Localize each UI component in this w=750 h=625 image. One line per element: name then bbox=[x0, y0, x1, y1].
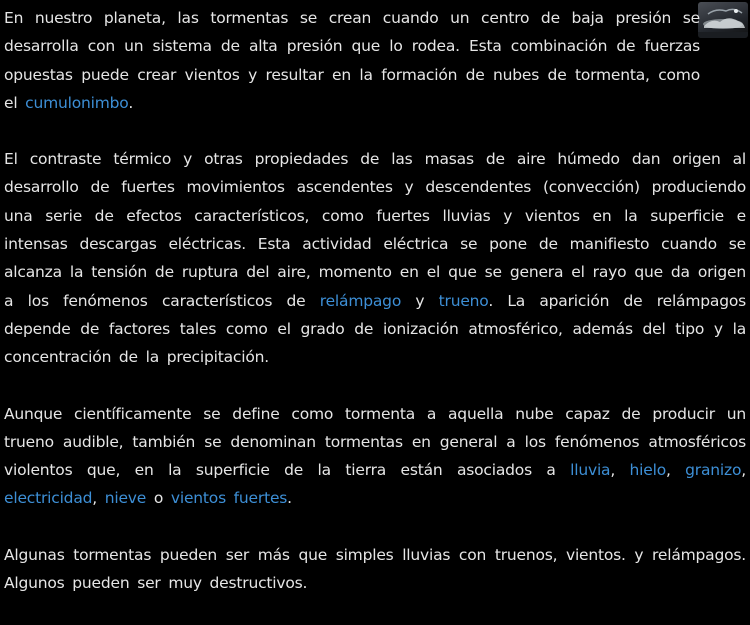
link-trueno[interactable]: trueno bbox=[438, 291, 489, 310]
paragraph-text: y bbox=[401, 291, 439, 310]
link-hielo[interactable]: hielo bbox=[629, 461, 666, 480]
paragraph-text: , bbox=[92, 489, 105, 508]
paragraph-text: . bbox=[128, 93, 134, 112]
link-lluvia[interactable]: lluvia bbox=[570, 461, 611, 480]
link-relámpago[interactable]: relámpago bbox=[319, 291, 402, 310]
paragraph-text: , bbox=[610, 461, 630, 480]
paragraph-2 bbox=[4, 145, 746, 371]
paragraph-text: El contraste térmico y otras propiedades de las masas de aire húmedo dan origen al desarrollo de fuertes movimientos ascendentes y descendentes (convección) produciendo una serie de efectos característicos, como fuertes lluvias y vientos en la superficie e intensas descargas eléctricas. Esta actividad eléctrica se pone de manifiesto cuando se alcanza la tensión de ruptura del aire, momento en el que se genera el rayo que da origen a los fenómenos característicos de bbox=[4, 150, 746, 310]
paragraph-text: Algunas tormentas pueden ser más que simples lluvias con truenos, vientos. y relámpagos. Algunos pueden ser muy destructivos. bbox=[4, 545, 746, 593]
paragraph-text: Aunque científicamente se define como tormenta a aquella nube capaz de producir un trueno audible, también se denominan tormentas en general a los fenómenos atmosféricos violentos que, en la superficie de la tierra están asociados a bbox=[4, 404, 746, 480]
paragraph-3 bbox=[4, 400, 746, 513]
article-body bbox=[4, 4, 746, 625]
link-cumulonimbo[interactable]: cumulonimbo bbox=[25, 93, 129, 112]
link-vientos-fuertes[interactable]: vientos fuertes bbox=[170, 489, 288, 508]
link-granizo[interactable]: granizo bbox=[685, 461, 742, 480]
paragraph-text: . La aparición de relámpagos depende de factores tales como el grado de ionización atmosférico, además del tipo y la concentración de la precipitación. bbox=[4, 291, 746, 367]
paragraph-text: . bbox=[287, 489, 292, 508]
link-electricidad[interactable]: electricidad bbox=[4, 489, 93, 508]
paragraph-text: o bbox=[146, 489, 171, 508]
paragraph-text: , bbox=[666, 461, 686, 480]
paragraph-text: , bbox=[741, 461, 746, 480]
paragraph-4 bbox=[4, 541, 746, 598]
link-nieve[interactable]: nieve bbox=[104, 489, 147, 508]
paragraph-1 bbox=[4, 4, 746, 117]
paragraph-text: En nuestro planeta, las tormentas se crean cuando un centro de baja presión se desarrolla con un sistema de alta presión que lo rodea. Esta combinación de fuerzas opuestas puede crear vientos y resultar en la formación de nubes de tormenta, como el bbox=[4, 9, 700, 112]
